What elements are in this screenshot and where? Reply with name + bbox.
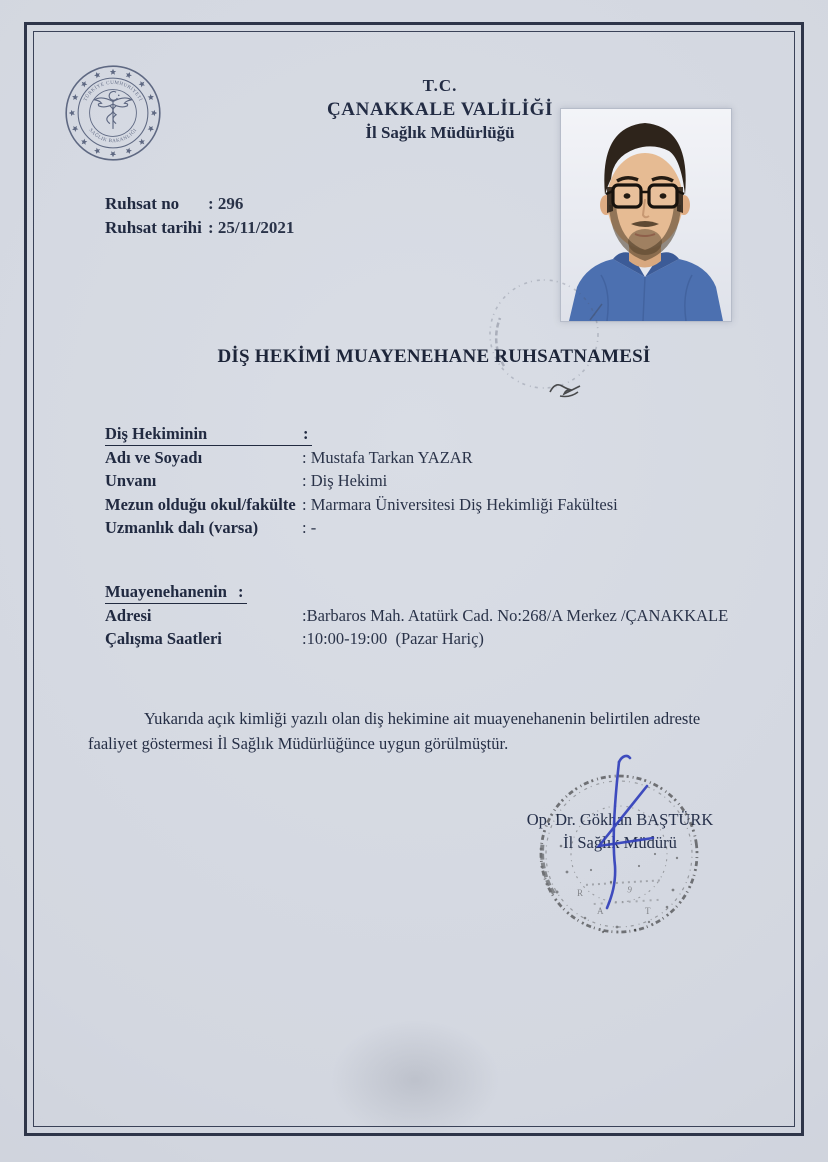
field-row-title: [105, 471, 618, 495]
office-heading-colon: :: [237, 582, 247, 604]
svg-text:9: 9: [626, 884, 633, 895]
field-row-school: [105, 495, 618, 519]
field-value: : Marmara Üniversitesi Diş Hekimliği Fakültesi: [302, 494, 618, 514]
dentist-section-heading-row: [105, 424, 618, 448]
field-value: : Diş Hekimi: [302, 471, 388, 490]
license-date-label: Ruhsat tarihi: [105, 218, 202, 237]
field-value: : -: [302, 518, 317, 537]
header-directorate: İl Sağlık Müdürlüğü: [365, 123, 515, 142]
svg-text:A: A: [597, 906, 604, 916]
field-value: :10:00-19:00 (Pazar Hariç): [302, 629, 484, 648]
office-section: [105, 582, 728, 653]
caduceus-icon: [94, 91, 131, 128]
field-label: Unvanı: [105, 471, 157, 490]
header-governorship: ÇANAKKALE VALİLİĞİ: [326, 99, 554, 120]
dentist-heading-colon: :: [302, 424, 312, 446]
license-no-value: : 296: [208, 194, 244, 213]
header-republic: T.C.: [422, 76, 458, 95]
field-row-name: [105, 448, 618, 472]
emblem-ring-text-top: TÜRKİYE CUMHURİYETİ: [83, 80, 143, 103]
scan-smudge: [330, 1020, 500, 1140]
license-date-value: : 25/11/2021: [208, 218, 295, 237]
field-label: Mezun olduğu okul/fakülte: [105, 494, 296, 514]
svg-text:T: T: [645, 906, 651, 916]
field-value: : Mustafa Tarkan YAZAR: [302, 447, 473, 467]
field-label: Uzmanlık dalı (varsa): [105, 518, 259, 537]
dentist-section: [105, 424, 618, 542]
license-no-label: Ruhsat no: [105, 194, 180, 213]
signatory-name: Op. Dr. Gökhan BAŞTÜRK: [526, 810, 714, 829]
field-row-address: [105, 606, 728, 630]
document-title: DİŞ HEKİMİ MUAYENEHANE RUHSATNAMESİ: [217, 346, 651, 367]
office-section-heading: Muayenehanenin: [105, 582, 237, 604]
signature-block: [505, 808, 735, 854]
field-label: Adresi: [105, 605, 152, 625]
field-row-specialty: [105, 518, 618, 542]
field-row-hours: [105, 629, 728, 653]
field-value: :Barbaros Mah. Atatürk Cad. No:268/A Merkez /ÇANAKKALE: [302, 605, 729, 625]
license-date-row: [105, 216, 294, 240]
field-label: Çalışma Saatleri: [105, 629, 222, 648]
dentist-section-heading: Diş Hekiminin: [105, 424, 302, 446]
ministry-of-health-emblem-icon: [60, 60, 166, 166]
portrait-photo: [560, 108, 732, 322]
license-info-block: [105, 192, 294, 240]
signatory-title: İl Sağlık Müdürü: [563, 833, 677, 852]
office-section-heading-row: [105, 582, 728, 606]
license-no-row: [105, 192, 294, 216]
svg-text:R: R: [577, 888, 584, 898]
field-label: Adı ve Soyadı: [105, 447, 203, 467]
emblem-ring-text-bottom: SAĞLIK BAKANLIĞI: [87, 128, 139, 145]
approval-paragraph: Yukarıda açık kimliği yazılı olan diş hekimine ait muayenehanenin belirtilen adreste faaliyet göstermesi İl Sağlık Müdürlüğünce uygun görülmüştür.: [88, 709, 701, 753]
